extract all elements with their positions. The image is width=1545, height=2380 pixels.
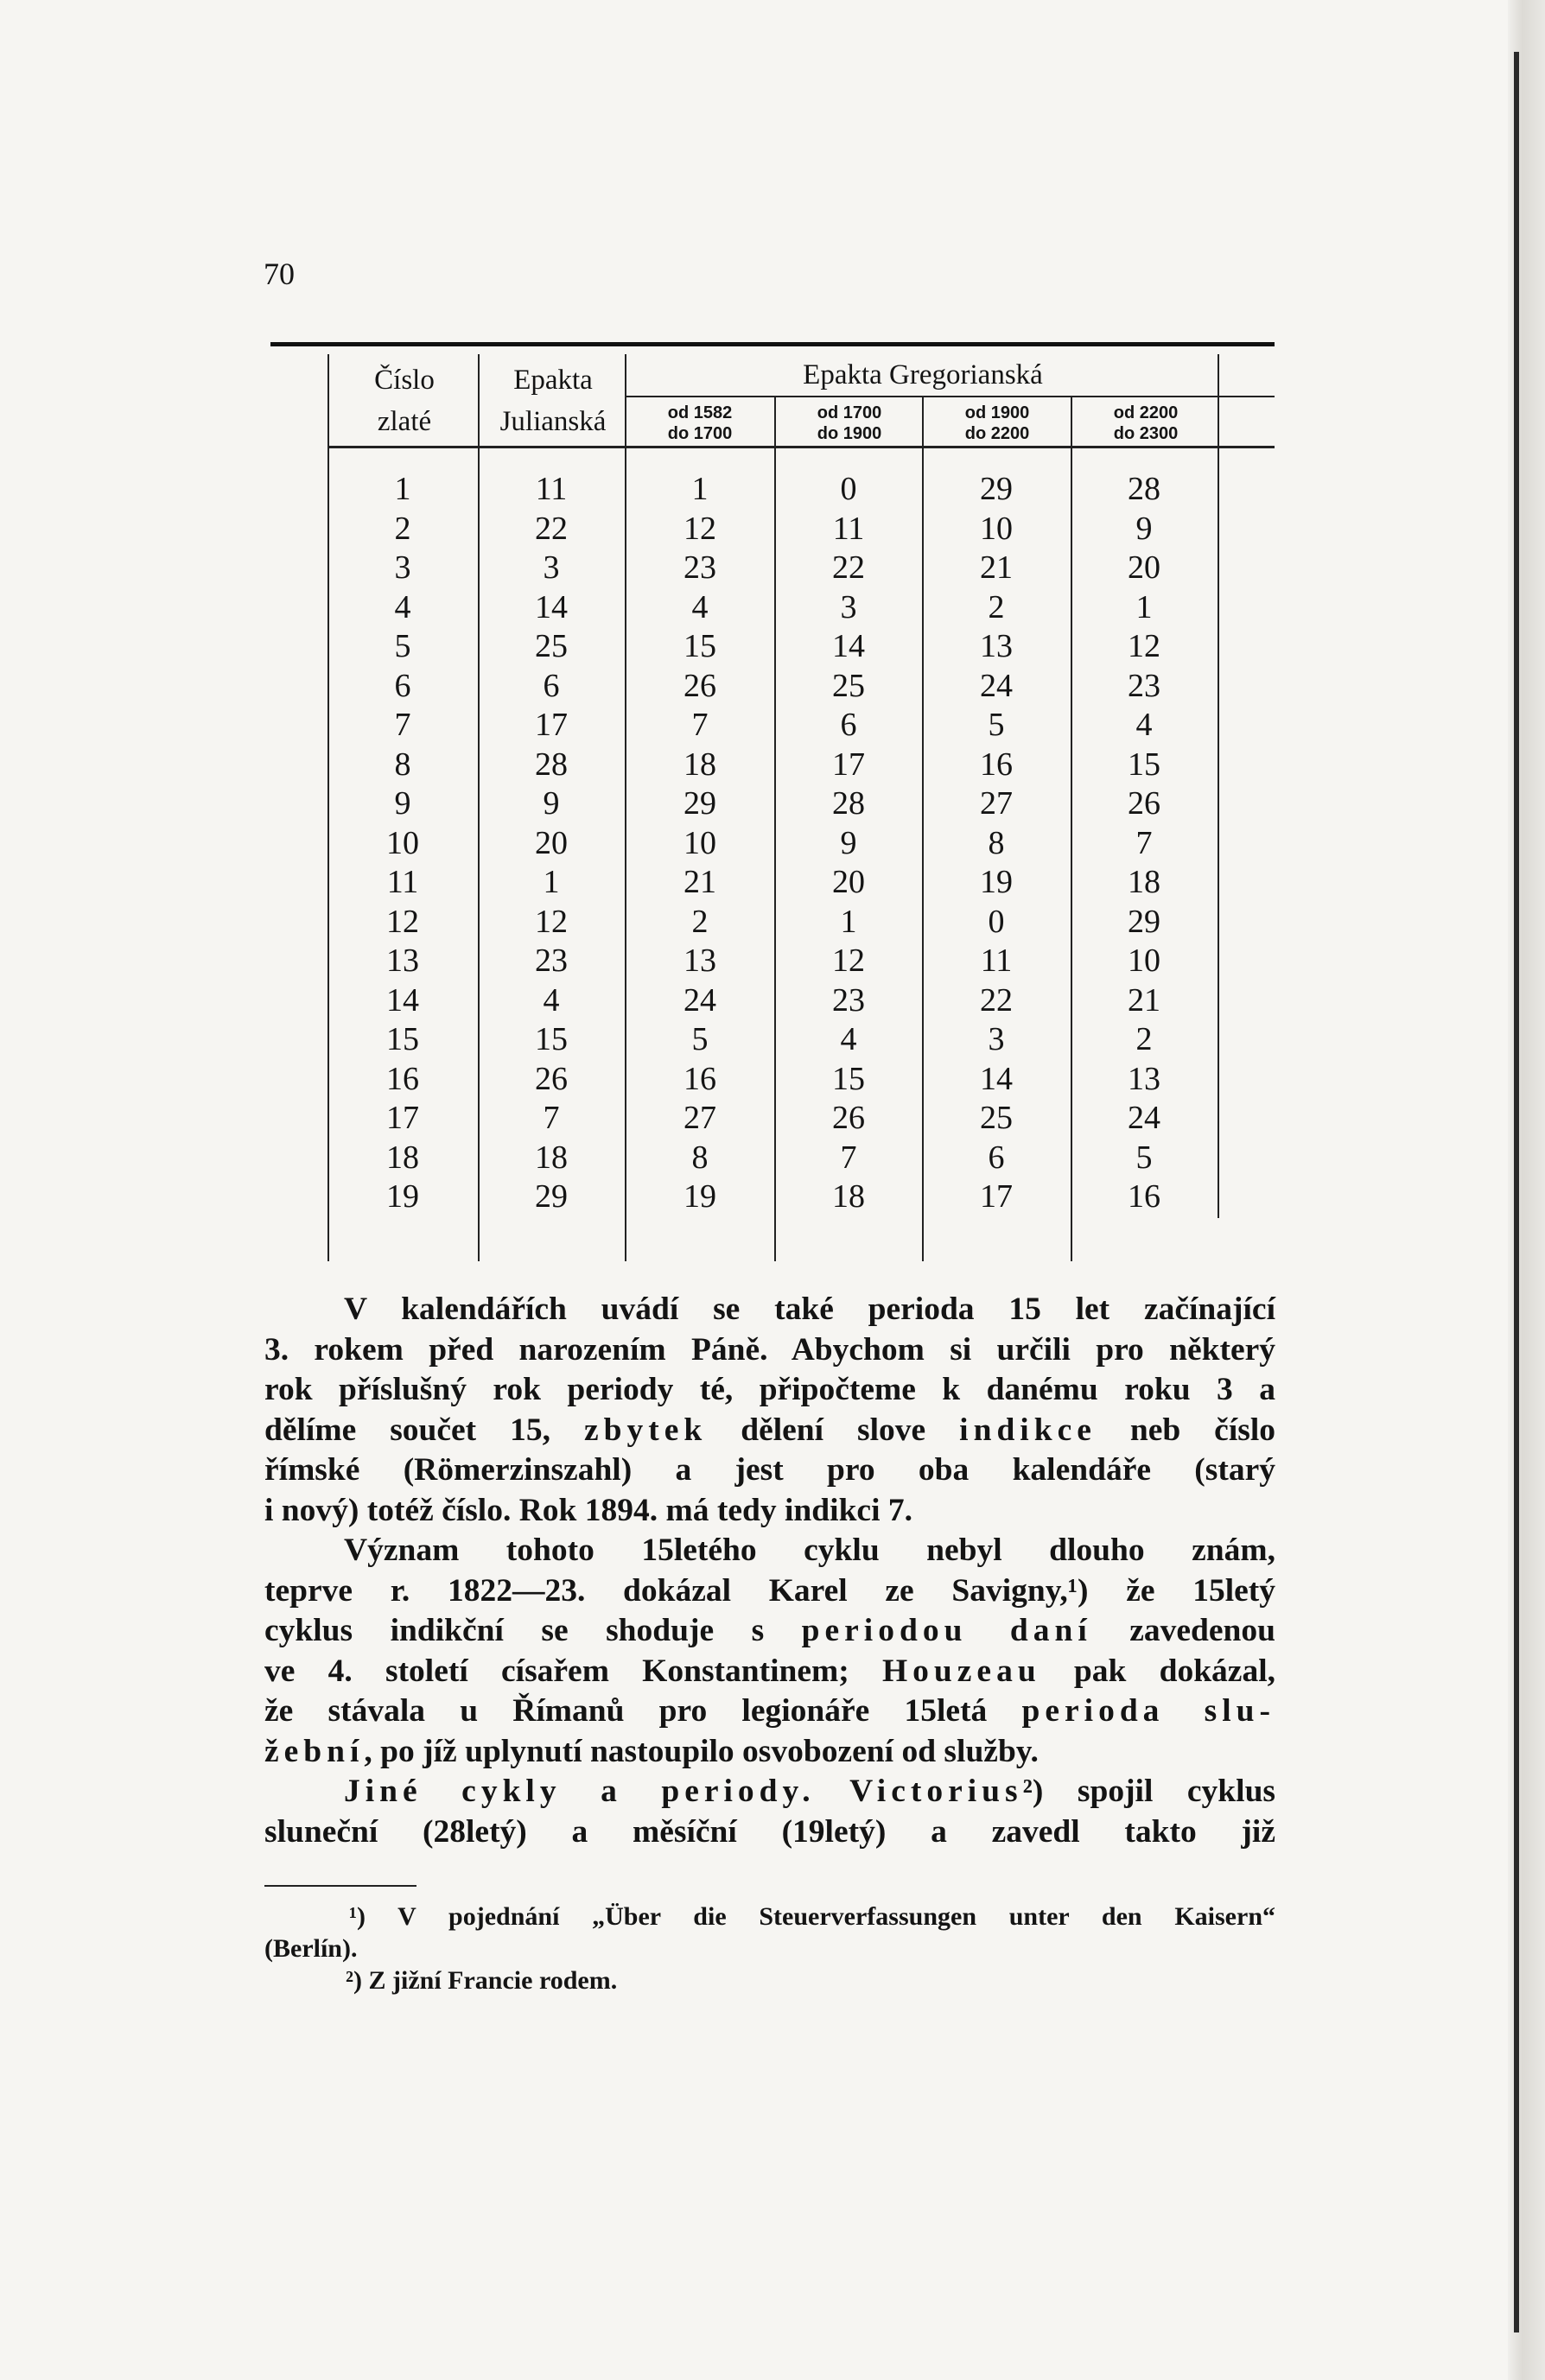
table-cell: 29 — [1128, 903, 1160, 940]
table-cell: 28 — [535, 746, 568, 783]
column-divider — [1218, 354, 1219, 1218]
table-cell: 29 — [683, 785, 716, 822]
table-cell: 18 — [386, 1139, 419, 1176]
table-cell: 24 — [980, 667, 1013, 704]
table-cell: 23 — [1128, 667, 1160, 704]
column-gregorian-1900-2200 — [923, 470, 1070, 1217]
table-cell: 13 — [683, 942, 716, 979]
table-cell: 16 — [683, 1060, 716, 1097]
table-cell: 17 — [535, 707, 568, 743]
table-cell: 15 — [683, 628, 716, 664]
table-cell: 15 — [535, 1021, 568, 1057]
table-cell: 11 — [980, 942, 1013, 979]
table-cell: 15 — [386, 1021, 419, 1057]
table-cell: 20 — [832, 864, 865, 900]
table-cell: 1 — [840, 903, 857, 940]
table-cell: 27 — [683, 1100, 716, 1136]
table-cell: 12 — [683, 510, 716, 547]
table-cell: 5 — [691, 1021, 709, 1057]
text-line: žební, po jíž uplynutí nastoupilo osvobození od služby. — [264, 1733, 1039, 1769]
epact-table — [270, 342, 1275, 1262]
table-cell: 22 — [980, 981, 1013, 1019]
text-line: Jiné cykly a periody. Victorius²) spojil cyklus — [344, 1774, 1276, 1809]
table-cell: 17 — [832, 746, 865, 783]
table-cell: 21 — [980, 549, 1013, 586]
table-cell: 1 — [1135, 588, 1153, 625]
table-cell: 28 — [832, 785, 865, 822]
table-cell: 2 — [1135, 1021, 1153, 1057]
table-cell: 26 — [683, 667, 716, 704]
table-cell: 15 — [1128, 746, 1160, 783]
table-cell: 20 — [535, 824, 568, 861]
footnotes — [264, 1901, 1275, 1996]
table-cell: 2 — [394, 510, 411, 547]
table-cell: 0 — [840, 471, 857, 507]
table-cell: 10 — [386, 824, 419, 861]
table-cell: 6 — [840, 707, 857, 743]
text-line: rok příslušný rok periody té, připočteme k danému roku 3 a — [264, 1372, 1275, 1407]
column-gregorian-1582-1700 — [626, 470, 773, 1217]
table-cell: 2 — [691, 903, 709, 940]
binding-edge-line — [1514, 52, 1519, 2332]
header-golden-number: Číslo zlaté — [374, 365, 435, 437]
table-cell: 7 — [394, 707, 411, 743]
footnote-rule — [264, 1885, 416, 1887]
text-line: sluneční (28letý) a měsíční (19letý) a zavedl takto již — [264, 1813, 1275, 1850]
table-cell: 18 — [832, 1178, 865, 1215]
column-gregorian-2200-2300 — [1071, 470, 1218, 1217]
table-cell: 7 — [840, 1139, 857, 1176]
table-cell: 21 — [1128, 981, 1160, 1019]
table-cell: 16 — [980, 746, 1013, 783]
table-cell: 4 — [394, 588, 411, 625]
table-cell: 5 — [394, 628, 411, 664]
table-cell: 3 — [988, 1021, 1005, 1057]
table-cell: 3 — [840, 588, 857, 625]
table-cell: 14 — [980, 1060, 1013, 1097]
table-cell: 21 — [683, 864, 716, 900]
header-julian-epact: Epakta Julianská — [499, 365, 607, 437]
table-cell: 1 — [394, 471, 411, 507]
table-cell: 10 — [683, 824, 716, 861]
table-top-rule — [270, 342, 1275, 346]
text-line: že stávala u Římanů pro legionáře 15letá perioda slu- — [264, 1693, 1275, 1729]
table-cell: 17 — [980, 1178, 1013, 1215]
table-cell: 25 — [980, 1100, 1013, 1136]
table-cell: 14 — [386, 981, 419, 1019]
table-cell: 3 — [543, 549, 560, 586]
table-cell: 20 — [1128, 549, 1160, 586]
table-cell: 9 — [394, 785, 411, 822]
header-period-1582-1700: od 1582 do 1700 — [667, 403, 733, 443]
table-cell: 10 — [980, 510, 1013, 547]
table-cell: 25 — [832, 667, 865, 704]
table-cell: 6 — [988, 1139, 1005, 1176]
table-cell: 5 — [1135, 1139, 1153, 1176]
text-line: cyklus indikční se shoduje s periodou daní zavedenou — [264, 1613, 1275, 1648]
table-cell: 13 — [386, 942, 419, 979]
header-gregorian-epact: Epakta Gregorianská — [803, 359, 1043, 390]
table-cell: 6 — [394, 667, 411, 704]
gregorian-subheader-rule — [625, 396, 1275, 397]
table-cell: 11 — [535, 471, 568, 507]
table-cell: 7 — [691, 707, 709, 743]
table-cell: 12 — [386, 903, 419, 940]
footnote-1: ¹) V pojednání „Über die Steuerverfassungen unter den Kaisern“ — [349, 1902, 1275, 1931]
text-line: teprve r. 1822—23. dokázal Karel ze Savigny,¹) že 15letý — [264, 1572, 1275, 1609]
table-cell: 25 — [535, 628, 568, 664]
table-cell: 5 — [988, 707, 1005, 743]
table-cell: 26 — [832, 1100, 865, 1136]
table-cell: 2 — [988, 588, 1005, 625]
footnote-1-continuation: (Berlín). — [264, 1934, 358, 1963]
table-cell: 12 — [535, 903, 568, 940]
header-period-2200-2300: od 2200 do 2300 — [1113, 403, 1179, 443]
table-cell: 22 — [832, 549, 865, 586]
table-cell: 23 — [683, 549, 716, 586]
table-cell: 18 — [535, 1139, 568, 1176]
table-cell: 11 — [832, 510, 865, 547]
table-cell: 23 — [535, 942, 568, 979]
table-cell: 1 — [543, 864, 560, 900]
text-line: dělíme součet 15, zbytek dělení slove indikce neb číslo — [264, 1412, 1276, 1448]
table-cell: 4 — [543, 981, 560, 1019]
table-cell: 10 — [1128, 942, 1160, 979]
table-cell: 8 — [988, 824, 1005, 861]
table-cell: 15 — [832, 1060, 865, 1097]
column-gregorian-1700-1900 — [775, 470, 922, 1217]
table-cell: 24 — [1128, 1100, 1160, 1136]
table-cell: 3 — [394, 549, 411, 586]
table-cell: 19 — [683, 1178, 716, 1215]
header-period-1700-1900: od 1700 do 1900 — [817, 403, 882, 443]
table-cell: 4 — [840, 1021, 857, 1057]
table-cell: 17 — [386, 1100, 419, 1136]
table-cell: 16 — [1128, 1178, 1160, 1215]
table-cell: 24 — [683, 981, 716, 1019]
table-cell: 29 — [980, 471, 1013, 507]
table-cell: 26 — [1128, 785, 1160, 822]
text-line: 3. rokem před narozením Páně. Abychom si určili pro některý — [264, 1331, 1275, 1368]
table-cell: 22 — [535, 510, 568, 547]
table-cell: 18 — [683, 746, 716, 783]
table-cell: 7 — [543, 1100, 560, 1136]
table-cell: 6 — [543, 667, 560, 704]
text-line: V kalendářích uvádí se také perioda 15 let začínající — [344, 1292, 1275, 1327]
column-julian-epact — [478, 470, 625, 1217]
footnote-2: ²) Z jižní Francie rodem. — [346, 1966, 618, 1995]
table-cell: 12 — [832, 942, 865, 979]
table-cell: 8 — [394, 746, 411, 783]
table-cell: 27 — [980, 785, 1013, 822]
table-cell: 0 — [988, 903, 1005, 940]
table-cell: 4 — [691, 588, 709, 625]
table-cell: 13 — [980, 628, 1013, 664]
table-cell: 23 — [832, 981, 865, 1019]
table-cell: 28 — [1128, 471, 1160, 507]
header-period-1900-2200: od 1900 do 2200 — [964, 403, 1030, 443]
text-line: římské (Römerzinszahl) a jest pro oba kalendáře (starý — [264, 1452, 1275, 1488]
table-cell: 26 — [535, 1060, 568, 1097]
page-number: 70 — [264, 257, 295, 291]
table-cell: 12 — [1128, 628, 1160, 664]
table-cell: 29 — [535, 1178, 568, 1215]
table-cell: 16 — [386, 1060, 419, 1097]
text-line: ve 4. století císařem Konstantinem; Houzeau pak dokázal, — [264, 1653, 1275, 1689]
table-cell: 18 — [1128, 864, 1160, 900]
text-line: i nový) totéž číslo. Rok 1894. má tedy indikci 7. — [264, 1492, 912, 1528]
table-cell: 7 — [1135, 824, 1153, 861]
table-cell: 1 — [691, 471, 709, 507]
table-cell: 14 — [832, 628, 865, 664]
table-cell: 13 — [1128, 1060, 1160, 1097]
table-cell: 14 — [535, 588, 568, 625]
table-cell: 8 — [691, 1139, 709, 1176]
table-cell: 19 — [386, 1178, 419, 1215]
table-cell: 19 — [980, 864, 1013, 900]
table-header-rule — [327, 446, 1275, 448]
table-cell: 9 — [840, 824, 857, 861]
column-golden-number — [329, 470, 476, 1217]
body-text — [264, 1290, 1275, 1852]
table-cell: 9 — [543, 785, 560, 822]
text-line: Význam tohoto 15letého cyklu nebyl dlouho znám, — [344, 1533, 1275, 1568]
table-cell: 11 — [386, 864, 419, 900]
table-cell: 9 — [1135, 510, 1153, 547]
table-cell: 4 — [1135, 707, 1153, 743]
